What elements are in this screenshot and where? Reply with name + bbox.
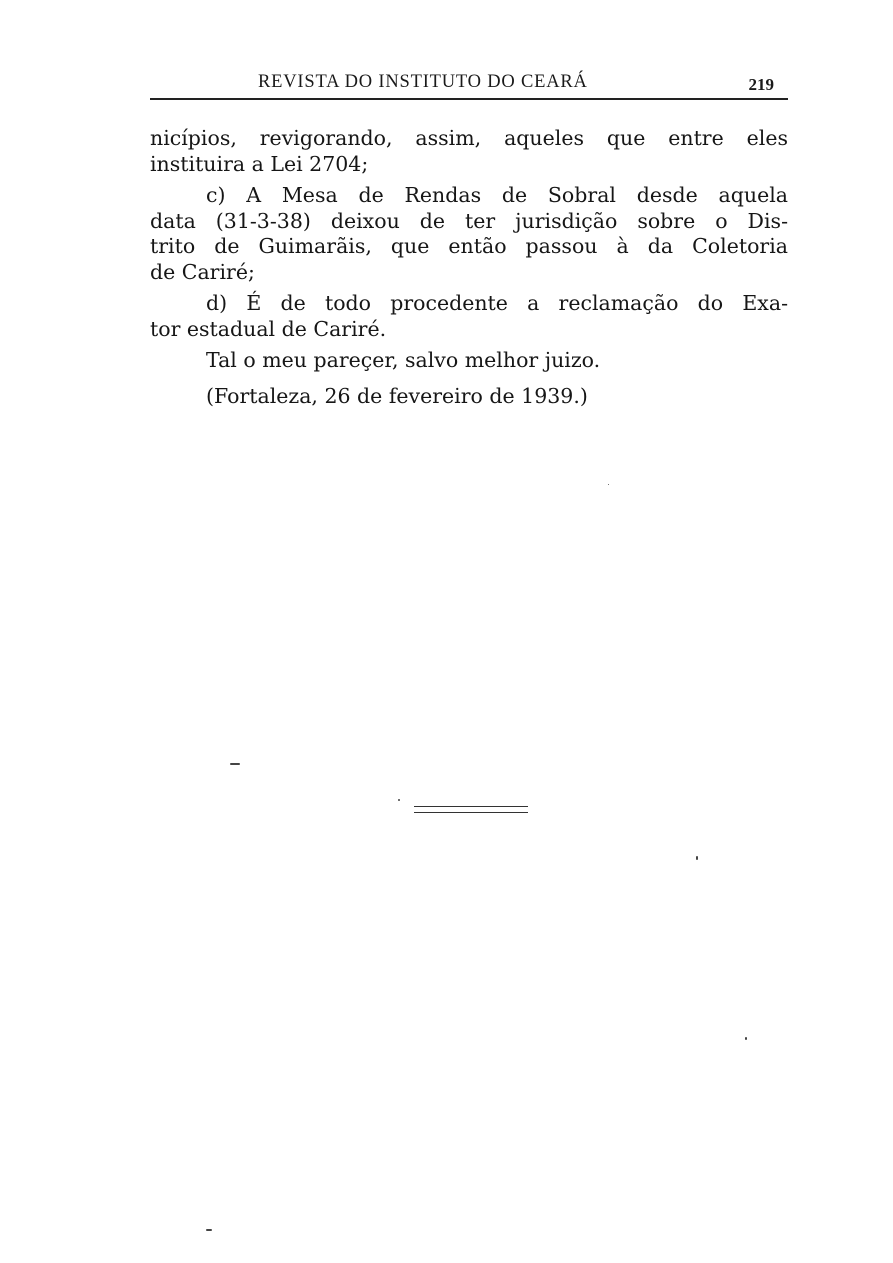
text-line: nicípios, revigorando, assim, aqueles que entre eles [150, 126, 788, 150]
journal-title: REVISTA DO INSTITUTO DO CEARÁ [258, 72, 588, 92]
running-head [150, 72, 788, 98]
text-line: data (31-3-38) deixou de ter jurisdição sobre o Dis- [150, 208, 788, 233]
print-speck [398, 799, 400, 801]
print-speck [745, 1037, 747, 1040]
paragraph-item-d [150, 291, 788, 342]
header-rule [150, 98, 788, 100]
text-line: instituira a Lei 2704; [150, 151, 369, 176]
print-speck [696, 856, 698, 860]
print-speck [608, 484, 609, 485]
text-line: d) É de todo procedente a reclamação do Exa- [206, 291, 788, 315]
text-line: de Cariré; [150, 259, 255, 284]
print-speck [206, 1229, 212, 1231]
section-end-rule [414, 806, 528, 813]
text-line: c) A Mesa de Rendas de Sobral desde aquela [206, 183, 788, 207]
text-line: trito de Guimarãis, que então passou à da Coletoria [150, 234, 788, 258]
page-number: 219 [748, 75, 774, 94]
body-text [150, 126, 788, 409]
opinion-line: Tal o meu pareçer, salvo melhor juizo. [206, 348, 601, 372]
paragraph-continuation [150, 126, 788, 177]
text-line: tor estadual de Cariré. [150, 316, 387, 341]
print-speck [230, 763, 240, 765]
dateline: (Fortaleza, 26 de fevereiro de 1939.) [206, 383, 588, 408]
paragraph-item-c [150, 183, 788, 285]
